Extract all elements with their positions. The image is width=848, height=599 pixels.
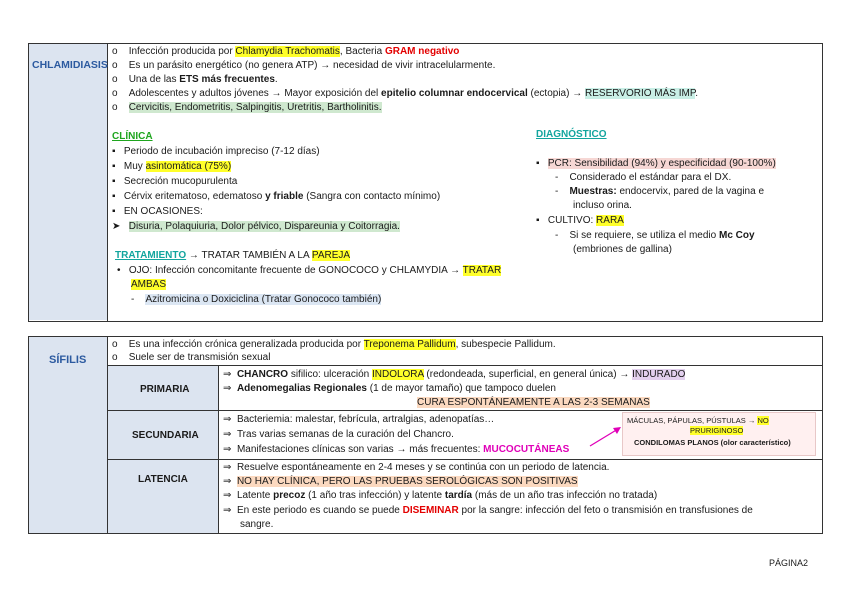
clinica-item-6: ➤ Disuria, Polaquiuria, Dolor pélvico, Dispareunia y Coitorragia. [112,221,400,232]
clinica-item-5: ▪ EN OCASIONES: [112,206,203,217]
sifilis-label-cell [29,337,107,533]
primaria-line-1: ⇒ CHANCRO sifilico: ulceración INDOLORA (redondeada, superficial, en general única) → INDURADO [223,369,686,380]
tratamiento-ambas: AMBAS [131,279,167,290]
clinica-item-2: ▪ Muy asintomática (75%) [112,161,232,172]
primaria-line-2: ⇒ Adenomegalias Regionales (1 de mayor tamaño) que tampoco duelen [223,383,556,394]
chlamydia-label-cell [29,44,107,320]
clinica-item-1: ▪ Periodo de incubación impreciso (7-12 días) [112,146,320,157]
clinica-item-4: ▪ Cérvix eritematoso, edematoso y friable (Sangra con contacto mínimo) [112,191,441,202]
clinica-heading: CLÍNICA [112,131,153,142]
latencia-label: LATENCIA [138,474,188,485]
latencia-line-4: ⇒ En este periodo es cuando se puede DISEMINAR por la sangre: infección del feto o transmisión en transfusiones de [223,505,753,516]
tratamiento-drug: - Azitromicina o Doxiciclina (Tratar Gonococo también) [131,294,382,305]
chlamydia-bullet-4: o Adolescentes y adultos jóvenes → Mayor exposición del epitelio columnar endocervical (ectopia) → RESERVORIO MÁS IMP. [112,88,699,99]
chlamydia-bullet-2: o Es un parásito energético (no genera ATP) → necesidad de vivir intracelularmente. [112,60,496,71]
sifilis-intro-2: o Suele ser de transmisión sexual [112,352,271,363]
diagnostico-cultivo-sub: - Si se requiere, se utiliza el medio Mc Coy [555,230,755,241]
diagnostico-muestras: - Muestras: endocervix, pared de la vagina e [555,186,765,197]
latencia-label-cell [108,460,218,533]
secundaria-label: SECUNDARIA [132,430,199,441]
diagnostico-pcr-sub: - Considerado el estándar para el DX. [555,172,732,183]
diagnostico-pcr: ▪ PCR: Sensibilidad (94%) y especificidad (90-100%) [536,158,776,169]
secundaria-note-3: CONDILOMAS PLANOS (olor característico) [634,438,791,447]
chlamydia-bullet-3: o Una de las ETS más frecuentes. [112,74,278,85]
chlamydia-title: CHLAMIDIASIS [32,59,108,71]
diagnostico-cultivo-sub-2: (embriones de gallina) [573,244,672,255]
latencia-line-2: ⇒ NO HAY CLÍNICA, PERO LAS PRUEBAS SEROLÓGICAS SON POSITIVAS [223,476,578,487]
secundaria-note-1: MÁCULAS, PÁPULAS, PÚSTULAS → NO [627,416,769,425]
primaria-line-3: CURA ESPONTÁNEAMENTE A LAS 2-3 SEMANAS [417,397,650,408]
latencia-line-3: ⇒ Latente precoz (1 año tras infección) y latente tardía (más de un año tras infección no tratada) [223,490,658,501]
sifilis-intro-1: o Es una infección crónica generalizada producida por Treponema Pallidum, subespecie Pallidum. [112,339,556,350]
diagnostico-muestras-2: incluso orina. [573,200,632,211]
page-number: PÁGINA2 [769,558,809,568]
diagnostico-heading: DIAGNÓSTICO [536,129,607,140]
secundaria-line-3: ⇒ Manifestaciones clínicas son varias → más frecuentes: MUCOCUTÁNEAS [223,444,570,455]
clinica-item-3: ▪ Secreción mucopurulenta [112,176,238,187]
latencia-line-1: ⇒ Resuelve espontáneamente en 2-4 meses y se continúa con un periodo de latencia. [223,462,610,473]
chlamydia-bullet-5: o Cervicitis, Endometritis, Salpingitis, Uretritis, Bartholinitis. [112,102,382,113]
sifilis-title: SÍFILIS [49,354,87,366]
secundaria-line-1: ⇒ Bacteriemia: malestar, febrícula, artralgias, adenopatías… [223,414,495,425]
chlamydia-bullet-1: o Infección producida por Chlamydia Trachomatis, Bacteria GRAM negativo [112,46,460,57]
pointer-arrow-icon [588,424,624,448]
secundaria-line-2: ⇒ Tras varias semanas de la curación del Chancro. [223,429,454,440]
primaria-label: PRIMARIA [140,384,190,395]
diagnostico-cultivo: ▪ CULTIVO: RARA [536,215,624,226]
latencia-line-5: sangre. [240,519,274,530]
tratamiento-ojo: • OJO: Infección concomitante frecuente de GONOCOCO y CHLAMYDIA → TRATAR [117,265,502,276]
tratamiento-line: TRATAMIENTO → TRATAR TAMBIÉN A LA PAREJA [115,250,351,261]
secundaria-note-2: PRURIGINOSO [690,426,744,435]
